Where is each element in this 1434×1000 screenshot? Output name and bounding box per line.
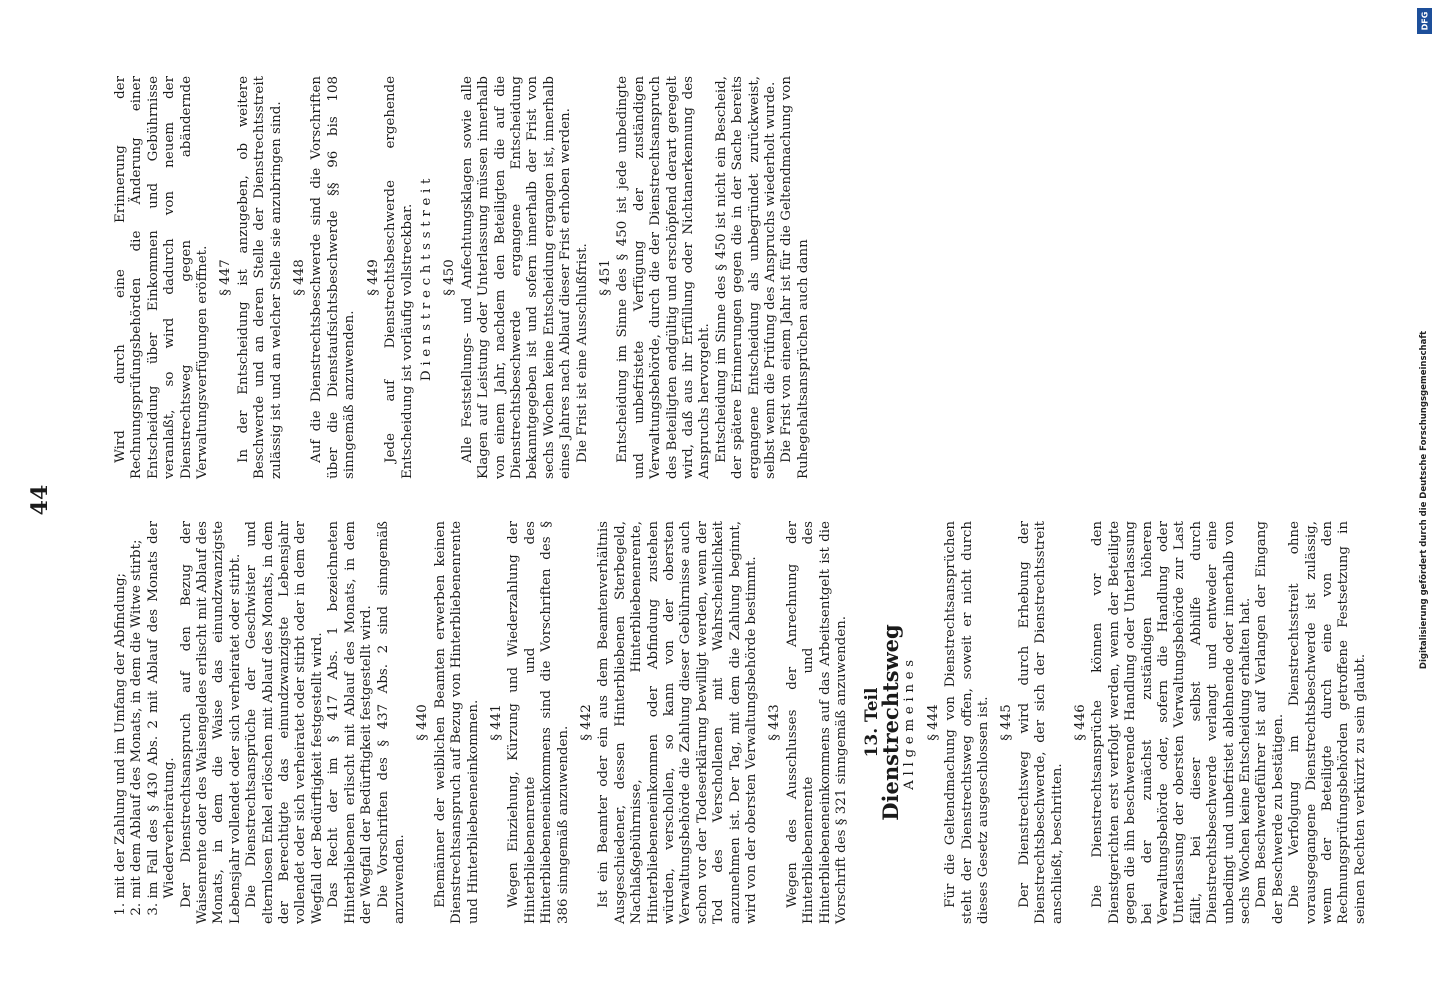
rotated-page: [17, 20, 1417, 980]
section-text: In der Entscheidung ist anzugeben, ob weitere Beschwerde und an deren Stelle der Dienstrechtsstreit zulässig ist und an welcher Stelle sie anzubringen sind.: [235, 76, 284, 479]
list: [113, 521, 179, 924]
section-heading: § 443: [767, 704, 783, 741]
section-heading: § 442: [578, 704, 594, 741]
section-text: Wegen des Ausschlusses der Anrechnung der Hinterbliebenenrente und des Hinterbliebeneneinkommens auf das Arbeitsentgelt ist die Vorschrift des § 321 sinngemäß anzuwenden.: [784, 521, 850, 924]
section-text: Der Dienstrechtsweg wird durch Erhebung der Dienstrechtsbeschwerde, der sich der Dienstrechtsstreit anschließt, beschritten.: [1016, 521, 1065, 924]
list-item: 1. mit der Zahlung und im Umfang der Abfindung;: [113, 521, 129, 899]
paragraph: Das Recht der im § 417 Abs. 1 bezeichneten Hinterbliebenen erlischt mit Ablauf des Monats, in dem der Wegfall der Bedürftigkeit festgestellt wird.: [326, 521, 375, 924]
subheading: Allgemeines: [902, 655, 918, 790]
section-text: Dem Beschwerdeführer ist auf Verlangen der Eingang der Beschwerde zu bestätigen.: [1254, 521, 1286, 924]
section-text: Wegen Einziehung, Kürzung und Wiederzahlung der Hinterbliebenenrente und des Hinterbliebeneneinkommens sind die Vorschriften des § 386 sinngemäß anzuwenden.: [506, 521, 571, 924]
section-heading: § 445: [999, 704, 1015, 741]
dfg-logo: [1417, 8, 1432, 34]
section-text: Die Dienstrechtsansprüche können vor den Dienstgerichten erst verfolgt werden, wenn der Beteiligte gegen die ihn beschwerende Handlung oder Unterlassung bei der zunächst zuständigen höheren Verwaltungsbehörde oder, sofern die Handlung oder Unterlassung der obersten Verwaltungsbehörde zur Last fällt, bei dieser selbst Abhilfe durch Dienstrechtsbeschwerde verlangt und entweder eine unbedingt und unbefristet ablehnende oder innerhalb von sechs Wochen keine Entscheidung erhalten hat.: [1090, 521, 1253, 924]
digitization-note-text: Digitalisierung gefördert durch die Deutsche Forschungsgemeinschaft: [1419, 330, 1429, 670]
section-text: Ist ein Beamter oder ein aus dem Beamtenverhältnis Ausgeschiedener, dessen Hinterbliebenen Sterbegeld, Nachlaßgebührnisse, Hinterbliebenenrente, Hinterbliebeneneinkommen oder Abfindung zustehen würden, verschollen, so kann von der obersten Verwaltungsbehörde die Zahlung dieser Gebührnisse auch schon vor der Todeserklärung bewilligt werden, wenn der Tod des Verschollenen mit Wahrscheinlichkeit anzunehmen ist. Der Tag, mit dem die Zahlung beginnt, wird von der obersten Verwaltungsbehörde bestimmt.: [596, 521, 760, 924]
section-heading: § 441: [488, 704, 504, 741]
section-heading: § 444: [925, 704, 941, 741]
section-heading: § 450: [442, 259, 458, 296]
section-heading: § 446: [1072, 704, 1088, 741]
digitization-note: [1416, 8, 1432, 992]
section-text: Auf die Dienstrechtsbeschwerde sind die Vorschriften über die Dienstaufsichtsbeschwerde §§ 96 bis 108 sinngemäß anzuwenden.: [309, 76, 358, 479]
part-title: Dienstrechtsweg: [877, 624, 903, 821]
text-columns: [113, 76, 1377, 924]
section-text: Die Frist ist eine Ausschlußfrist.: [574, 243, 590, 463]
dfg-logo-text: DFG: [1420, 11, 1429, 31]
page-number: 44: [27, 484, 53, 516]
section-text: Jede auf Dienstrechtsbeschwerde ergehende Entscheidung ist vorläufig vollstreckbar.: [383, 76, 415, 479]
section-text: Die Frist von einem Jahr ist für die Geltendmachung von Ruhegehaltsansprüchen auch dann: [779, 76, 811, 479]
section-text: Entscheidung im Sinne des § 450 ist jede unbedingte und unbefristete Verfügung der zuständigen Verwaltungsbehörde, durch die der Dienstrechtsanspruch des Beteiligten endgültig und erschöpfend derart geregelt wird, daß aus ihr Erfüllung oder Nichtanerkennung des Anspruchs hervorgeht.: [615, 76, 713, 479]
section-text: Wird durch eine Erinnerung der Rechnungsprüfungsbehörden die Änderung einer Entscheidung über Einkommen und Gebührnisse veranlaßt, so wird dadurch von neuem der Dienstrechtsweg gegen abändernde Verwaltungsverfügungen eröffnet.: [113, 76, 211, 479]
section-text: Ehemänner der weiblichen Beamten erwerben keinen Dienstrechtsanspruch auf Bezug von Hinterbliebenenrente und Hinterbliebeneneinkommen.: [432, 521, 481, 924]
section-heading: § 440: [415, 704, 431, 741]
list-item: 2. mit dem Ablauf des Monats, in dem die Witwe stirbt;: [129, 521, 145, 899]
part-number: 13. Teil: [862, 687, 883, 758]
section-text: Die Verfolgung im Dienstrechtsstreit ohne vorausgegangene Dienstrechtsbeschwerde ist zulässig, wenn der Beteiligte durch eine von den Rechnungsprüfungsbehörden getroffene Festsetzung in seinen Rechten verkürzt zu sein glaubt.: [1287, 521, 1368, 924]
section-heading: § 448: [292, 259, 308, 296]
subheading: Dienstrechtsstreit: [418, 173, 434, 382]
section-text: Für die Geltendmachung von Dienstrechtsansprüchen steht der Dienstrechtsweg offen, soweit er nicht durch dieses Gesetz ausgeschlossen ist.: [943, 521, 991, 924]
paragraph: Die Vorschriften des § 437 Abs. 2 sind sinngemäß anzuwenden.: [375, 521, 407, 924]
section-text: Entscheidung im Sinne des § 450 ist nicht ein Bescheid, der spätere Erinnerungen gegen die in der Sache bereits ergangene Entscheidung als unbegründet zurückweist, selbst wenn die Prüfung des Anspruchs wiederholt wurde.: [713, 76, 779, 479]
section-heading: § 449: [365, 259, 381, 296]
paragraph: Die Dienstrechtsansprüche der Geschwister und elternlosen Enkel erlöschen mit Ablauf des Monats, in dem der Berechtigte das einundzwanzigste Lebensjahr vollendet oder sich verheiratet oder stirbt oder in dem der Wegfall der Bedürftigkeit festgestellt wird.: [244, 521, 325, 924]
paragraph: Der Dienstrechtsanspruch auf den Bezug der Waisenrente oder des Waisengeldes erlischt mit Ablauf des Monats, in dem die Waise das einundzwanzigste Lebensjahr vollendet oder sich verheiratet oder stirbt.: [178, 521, 243, 924]
section-heading: § 451: [597, 259, 613, 296]
section-text: Alle Feststellungs- und Anfechtungsklagen sowie alle Klagen auf Leistung oder Unterlassung müssen innerhalb von einem Jahr, nachdem den Beteiligten die auf die Dienstrechtsbeschwerde ergangene Entscheidung bekanntgegeben ist und sofern innerhalb der Frist von sechs Wochen keine Entscheidung ergangen ist, innerhalb eines Jahres nach Ablauf dieser Frist erhoben werden.: [459, 76, 574, 479]
list-item: 3. im Fall des § 430 Abs. 2 mit Ablauf des Monats der Wiederverheiratung.: [146, 521, 179, 899]
section-heading: § 447: [218, 259, 234, 296]
